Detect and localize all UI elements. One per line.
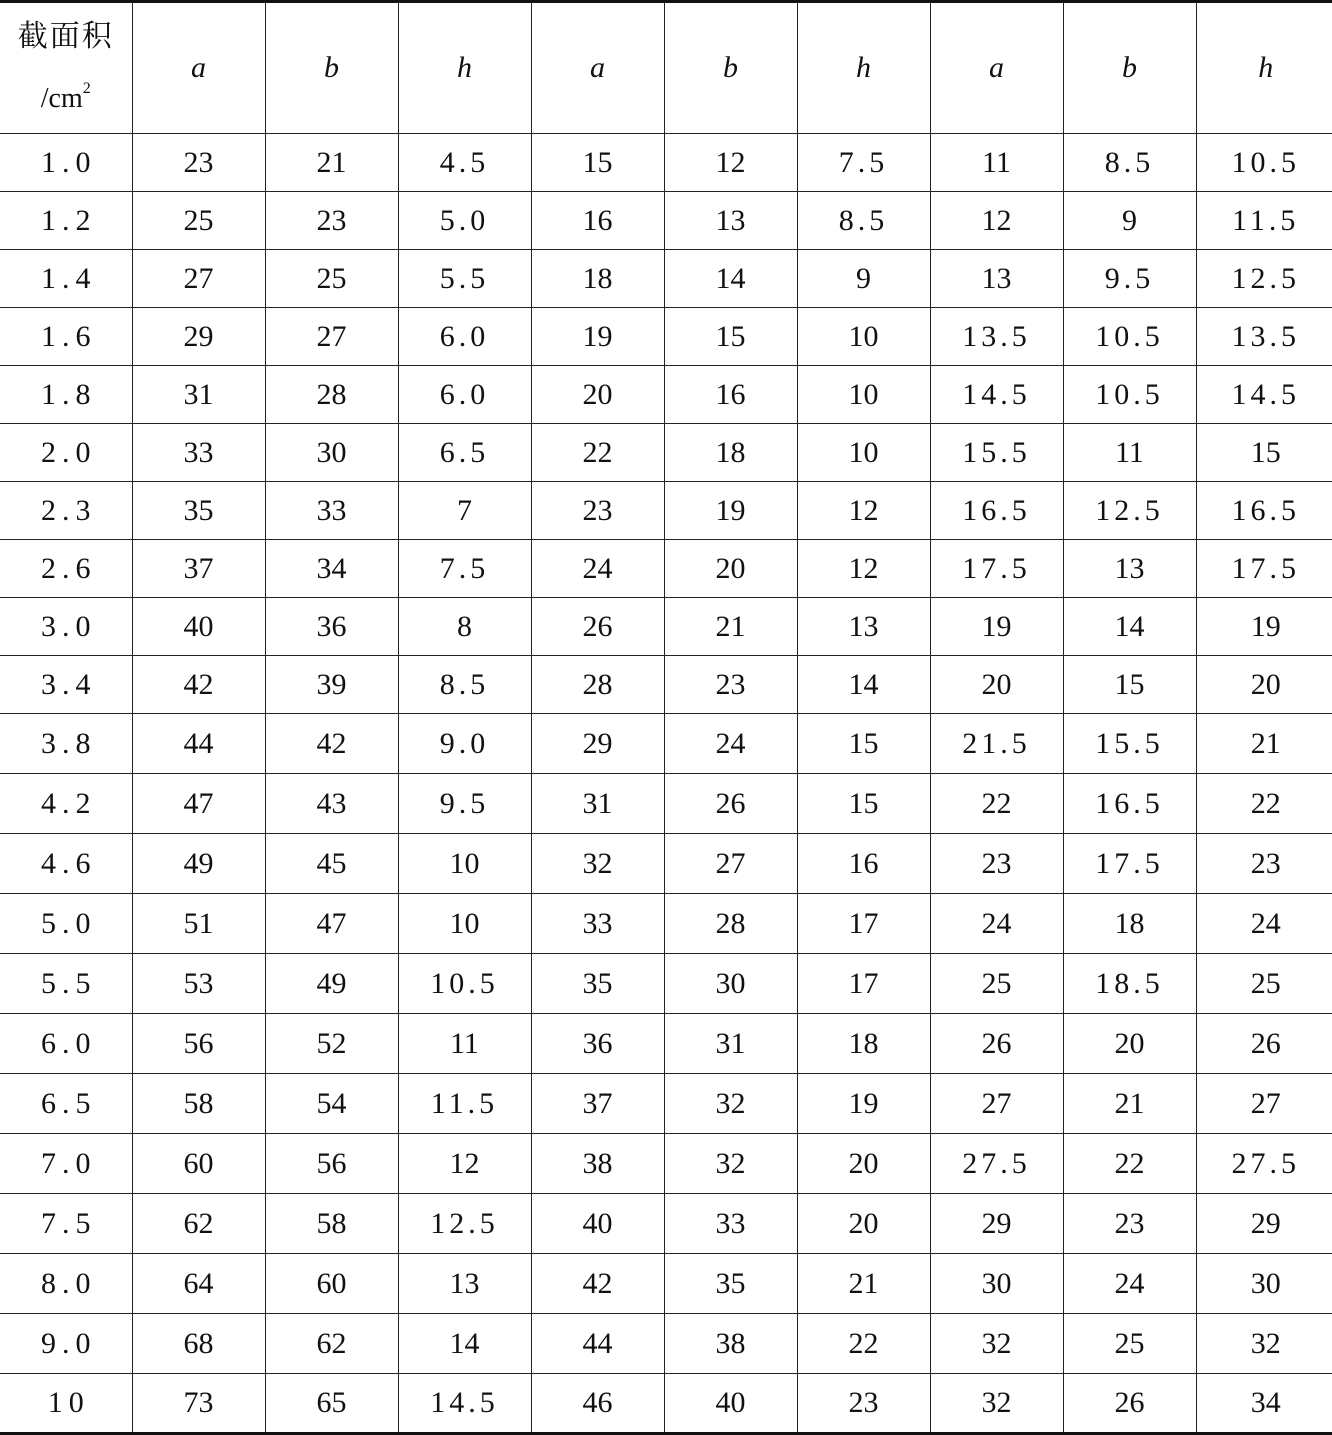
- table-row: [0, 250, 1332, 308]
- value-cell: 13.5: [1196, 308, 1332, 366]
- value-cell: 10: [398, 834, 531, 894]
- value-cell: 14: [797, 656, 930, 714]
- value-cell: 62: [265, 1314, 398, 1374]
- value-cell: 18: [664, 424, 797, 482]
- area-cell: 2.6: [0, 540, 132, 598]
- value-cell: 23: [797, 1374, 930, 1434]
- table-row: [0, 1374, 1332, 1434]
- value-cell: 56: [132, 1014, 265, 1074]
- value-cell: 38: [531, 1134, 664, 1194]
- value-cell: 65: [265, 1374, 398, 1434]
- area-cell: 1.6: [0, 308, 132, 366]
- value-cell: 8.5: [797, 192, 930, 250]
- value-cell: 10: [797, 308, 930, 366]
- value-cell: 17.5: [1196, 540, 1332, 598]
- value-cell: 12.5: [1063, 482, 1196, 540]
- value-cell: 23: [531, 482, 664, 540]
- value-cell: 49: [132, 834, 265, 894]
- value-cell: 27: [265, 308, 398, 366]
- value-cell: 12: [797, 540, 930, 598]
- value-cell: 14: [664, 250, 797, 308]
- table-body: [0, 134, 1332, 1434]
- value-cell: 20: [1063, 1014, 1196, 1074]
- table-row: [0, 366, 1332, 424]
- value-cell: 17: [797, 954, 930, 1014]
- value-cell: 56: [265, 1134, 398, 1194]
- value-cell: 14.5: [1196, 366, 1332, 424]
- value-cell: 18: [1063, 894, 1196, 954]
- table-row: [0, 1194, 1332, 1254]
- value-cell: 60: [132, 1134, 265, 1194]
- value-cell: 26: [531, 598, 664, 656]
- value-cell: 40: [664, 1374, 797, 1434]
- table-row: [0, 1014, 1332, 1074]
- value-cell: 25: [1196, 954, 1332, 1014]
- value-cell: 18: [797, 1014, 930, 1074]
- value-cell: 29: [132, 308, 265, 366]
- area-cell: 3.0: [0, 598, 132, 656]
- area-cell: 3.4: [0, 656, 132, 714]
- value-cell: 9: [1063, 192, 1196, 250]
- value-cell: 32: [930, 1314, 1063, 1374]
- area-cell: 5.5: [0, 954, 132, 1014]
- value-cell: 20: [1196, 656, 1332, 714]
- value-cell: 58: [265, 1194, 398, 1254]
- value-cell: 14: [1063, 598, 1196, 656]
- header-cell-h: h: [797, 2, 930, 134]
- value-cell: 7.5: [398, 540, 531, 598]
- value-cell: 12.5: [1196, 250, 1332, 308]
- value-cell: 12: [797, 482, 930, 540]
- area-cell: 4.6: [0, 834, 132, 894]
- value-cell: 21: [265, 134, 398, 192]
- value-cell: 36: [265, 598, 398, 656]
- value-cell: 44: [132, 714, 265, 774]
- value-cell: 10: [797, 366, 930, 424]
- value-cell: 30: [930, 1254, 1063, 1314]
- value-cell: 23: [1196, 834, 1332, 894]
- value-cell: 19: [797, 1074, 930, 1134]
- value-cell: 32: [664, 1134, 797, 1194]
- value-cell: 10: [398, 894, 531, 954]
- value-cell: 21: [1063, 1074, 1196, 1134]
- value-cell: 15: [1196, 424, 1332, 482]
- value-cell: 32: [664, 1074, 797, 1134]
- table-row: [0, 598, 1332, 656]
- value-cell: 16: [531, 192, 664, 250]
- value-cell: 25: [265, 250, 398, 308]
- value-cell: 21: [797, 1254, 930, 1314]
- value-cell: 16: [797, 834, 930, 894]
- value-cell: 9.0: [398, 714, 531, 774]
- table-row: [0, 1314, 1332, 1374]
- value-cell: 27: [1196, 1074, 1332, 1134]
- value-cell: 23: [265, 192, 398, 250]
- area-cell: 5.0: [0, 894, 132, 954]
- value-cell: 33: [132, 424, 265, 482]
- value-cell: 11.5: [1196, 192, 1332, 250]
- value-cell: 40: [531, 1194, 664, 1254]
- value-cell: 12: [930, 192, 1063, 250]
- value-cell: 16: [664, 366, 797, 424]
- value-cell: 7.5: [797, 134, 930, 192]
- area-cell: 7.5: [0, 1194, 132, 1254]
- area-cell: 2.0: [0, 424, 132, 482]
- area-cell: 2.3: [0, 482, 132, 540]
- value-cell: 19: [531, 308, 664, 366]
- value-cell: 22: [1196, 774, 1332, 834]
- value-cell: 64: [132, 1254, 265, 1314]
- value-cell: 33: [664, 1194, 797, 1254]
- value-cell: 6.5: [398, 424, 531, 482]
- value-cell: 5.5: [398, 250, 531, 308]
- value-cell: 23: [1063, 1194, 1196, 1254]
- value-cell: 23: [930, 834, 1063, 894]
- value-cell: 26: [1063, 1374, 1196, 1434]
- value-cell: 13: [1063, 540, 1196, 598]
- value-cell: 20: [797, 1194, 930, 1254]
- value-cell: 27: [132, 250, 265, 308]
- value-cell: 7: [398, 482, 531, 540]
- value-cell: 10.5: [1196, 134, 1332, 192]
- area-label: 截面积: [17, 20, 114, 53]
- value-cell: 22: [1063, 1134, 1196, 1194]
- value-cell: 28: [265, 366, 398, 424]
- value-cell: 35: [531, 954, 664, 1014]
- value-cell: 27.5: [1196, 1134, 1332, 1194]
- area-cell: 1.8: [0, 366, 132, 424]
- value-cell: 53: [132, 954, 265, 1014]
- header-cell-area: [0, 2, 132, 134]
- value-cell: 10.5: [1063, 308, 1196, 366]
- value-cell: 29: [1196, 1194, 1332, 1254]
- value-cell: 17.5: [930, 540, 1063, 598]
- value-cell: 30: [1196, 1254, 1332, 1314]
- value-cell: 15.5: [930, 424, 1063, 482]
- value-cell: 21.5: [930, 714, 1063, 774]
- value-cell: 29: [531, 714, 664, 774]
- value-cell: 37: [531, 1074, 664, 1134]
- table-row: [0, 482, 1332, 540]
- value-cell: 23: [664, 656, 797, 714]
- value-cell: 22: [930, 774, 1063, 834]
- area-cell: 1.0: [0, 134, 132, 192]
- value-cell: 47: [265, 894, 398, 954]
- value-cell: 14: [398, 1314, 531, 1374]
- value-cell: 22: [797, 1314, 930, 1374]
- value-cell: 13: [930, 250, 1063, 308]
- value-cell: 20: [664, 540, 797, 598]
- value-cell: 33: [531, 894, 664, 954]
- value-cell: 12.5: [398, 1194, 531, 1254]
- value-cell: 45: [265, 834, 398, 894]
- value-cell: 19: [930, 598, 1063, 656]
- value-cell: 42: [132, 656, 265, 714]
- header-cell-a: a: [531, 2, 664, 134]
- value-cell: 49: [265, 954, 398, 1014]
- value-cell: 9.5: [1063, 250, 1196, 308]
- value-cell: 26: [930, 1014, 1063, 1074]
- table-row: [0, 894, 1332, 954]
- area-unit: [0, 63, 132, 125]
- value-cell: 30: [664, 954, 797, 1014]
- value-cell: 17.5: [1063, 834, 1196, 894]
- value-cell: 31: [664, 1014, 797, 1074]
- header-cell-a: a: [132, 2, 265, 134]
- value-cell: 19: [664, 482, 797, 540]
- value-cell: 16.5: [1196, 482, 1332, 540]
- value-cell: 15: [531, 134, 664, 192]
- header-cell-a: a: [930, 2, 1063, 134]
- value-cell: 20: [930, 656, 1063, 714]
- value-cell: 73: [132, 1374, 265, 1434]
- table-row: [0, 308, 1332, 366]
- value-cell: 10.5: [1063, 366, 1196, 424]
- value-cell: 8: [398, 598, 531, 656]
- value-cell: 4.5: [398, 134, 531, 192]
- table-row: [0, 540, 1332, 598]
- value-cell: 12: [398, 1134, 531, 1194]
- value-cell: 19: [1196, 598, 1332, 656]
- area-cell: 4.2: [0, 774, 132, 834]
- area-cell: 10: [0, 1374, 132, 1434]
- table-row: [0, 1074, 1332, 1134]
- header-cell-h: h: [398, 2, 531, 134]
- value-cell: 44: [531, 1314, 664, 1374]
- value-cell: 33: [265, 482, 398, 540]
- area-cell: 1.2: [0, 192, 132, 250]
- value-cell: 24: [664, 714, 797, 774]
- value-cell: 9.5: [398, 774, 531, 834]
- value-cell: 27: [930, 1074, 1063, 1134]
- value-cell: 42: [265, 714, 398, 774]
- header-cell-h: h: [1196, 2, 1332, 134]
- value-cell: 37: [132, 540, 265, 598]
- value-cell: 15: [797, 774, 930, 834]
- header-cell-b: b: [265, 2, 398, 134]
- area-cell: 3.8: [0, 714, 132, 774]
- value-cell: 16.5: [930, 482, 1063, 540]
- value-cell: 24: [1196, 894, 1332, 954]
- header-cell-b: b: [664, 2, 797, 134]
- value-cell: 16.5: [1063, 774, 1196, 834]
- table-header: [0, 2, 1332, 134]
- value-cell: 15: [664, 308, 797, 366]
- value-cell: 27: [664, 834, 797, 894]
- value-cell: 30: [265, 424, 398, 482]
- table-row: [0, 714, 1332, 774]
- value-cell: 15.5: [1063, 714, 1196, 774]
- value-cell: 62: [132, 1194, 265, 1254]
- value-cell: 36: [531, 1014, 664, 1074]
- value-cell: 6.0: [398, 308, 531, 366]
- value-cell: 14.5: [930, 366, 1063, 424]
- table-row: [0, 1254, 1332, 1314]
- value-cell: 51: [132, 894, 265, 954]
- value-cell: 11: [398, 1014, 531, 1074]
- value-cell: 11.5: [398, 1074, 531, 1134]
- value-cell: 29: [930, 1194, 1063, 1254]
- value-cell: 13: [797, 598, 930, 656]
- value-cell: 11: [1063, 424, 1196, 482]
- value-cell: 11: [930, 134, 1063, 192]
- value-cell: 12: [664, 134, 797, 192]
- value-cell: 38: [664, 1314, 797, 1374]
- value-cell: 34: [265, 540, 398, 598]
- value-cell: 46: [531, 1374, 664, 1434]
- table-row: [0, 192, 1332, 250]
- value-cell: 32: [1196, 1314, 1332, 1374]
- value-cell: 28: [531, 656, 664, 714]
- value-cell: 14.5: [398, 1374, 531, 1434]
- value-cell: 25: [1063, 1314, 1196, 1374]
- value-cell: 18.5: [1063, 954, 1196, 1014]
- value-cell: 40: [132, 598, 265, 656]
- value-cell: 26: [1196, 1014, 1332, 1074]
- value-cell: 17: [797, 894, 930, 954]
- value-cell: 23: [132, 134, 265, 192]
- table-row: [0, 954, 1332, 1014]
- table-row: [0, 774, 1332, 834]
- value-cell: 28: [664, 894, 797, 954]
- header-row: [0, 2, 1332, 134]
- value-cell: 32: [531, 834, 664, 894]
- table-row: [0, 1134, 1332, 1194]
- value-cell: 13: [664, 192, 797, 250]
- value-cell: 9: [797, 250, 930, 308]
- table-row: [0, 134, 1332, 192]
- value-cell: 18: [531, 250, 664, 308]
- value-cell: 24: [531, 540, 664, 598]
- value-cell: 32: [930, 1374, 1063, 1434]
- table-row: [0, 656, 1332, 714]
- value-cell: 22: [531, 424, 664, 482]
- area-cell: 6.0: [0, 1014, 132, 1074]
- value-cell: 35: [664, 1254, 797, 1314]
- value-cell: 39: [265, 656, 398, 714]
- value-cell: 31: [132, 366, 265, 424]
- area-unit-exponent: 2: [82, 80, 91, 97]
- area-cell: 9.0: [0, 1314, 132, 1374]
- value-cell: 20: [531, 366, 664, 424]
- value-cell: 15: [1063, 656, 1196, 714]
- value-cell: 20: [797, 1134, 930, 1194]
- value-cell: 25: [132, 192, 265, 250]
- value-cell: 8.5: [398, 656, 531, 714]
- header-cell-b: b: [1063, 2, 1196, 134]
- area-cell: 8.0: [0, 1254, 132, 1314]
- value-cell: 34: [1196, 1374, 1332, 1434]
- table-row: [0, 424, 1332, 482]
- value-cell: 43: [265, 774, 398, 834]
- value-cell: 25: [930, 954, 1063, 1014]
- area-unit-text: /cm: [40, 83, 83, 114]
- value-cell: 35: [132, 482, 265, 540]
- value-cell: 15: [797, 714, 930, 774]
- value-cell: 52: [265, 1014, 398, 1074]
- value-cell: 24: [1063, 1254, 1196, 1314]
- value-cell: 10.5: [398, 954, 531, 1014]
- area-cell: 6.5: [0, 1074, 132, 1134]
- value-cell: 68: [132, 1314, 265, 1374]
- value-cell: 24: [930, 894, 1063, 954]
- area-cell: 7.0: [0, 1134, 132, 1194]
- value-cell: 21: [664, 598, 797, 656]
- value-cell: 54: [265, 1074, 398, 1134]
- value-cell: 27.5: [930, 1134, 1063, 1194]
- value-cell: 8.5: [1063, 134, 1196, 192]
- value-cell: 13: [398, 1254, 531, 1314]
- area-cell: 1.4: [0, 250, 132, 308]
- value-cell: 60: [265, 1254, 398, 1314]
- value-cell: 42: [531, 1254, 664, 1314]
- value-cell: 47: [132, 774, 265, 834]
- value-cell: 21: [1196, 714, 1332, 774]
- value-cell: 5.0: [398, 192, 531, 250]
- value-cell: 26: [664, 774, 797, 834]
- value-cell: 58: [132, 1074, 265, 1134]
- value-cell: 6.0: [398, 366, 531, 424]
- value-cell: 13.5: [930, 308, 1063, 366]
- value-cell: 31: [531, 774, 664, 834]
- value-cell: 10: [797, 424, 930, 482]
- table-row: [0, 834, 1332, 894]
